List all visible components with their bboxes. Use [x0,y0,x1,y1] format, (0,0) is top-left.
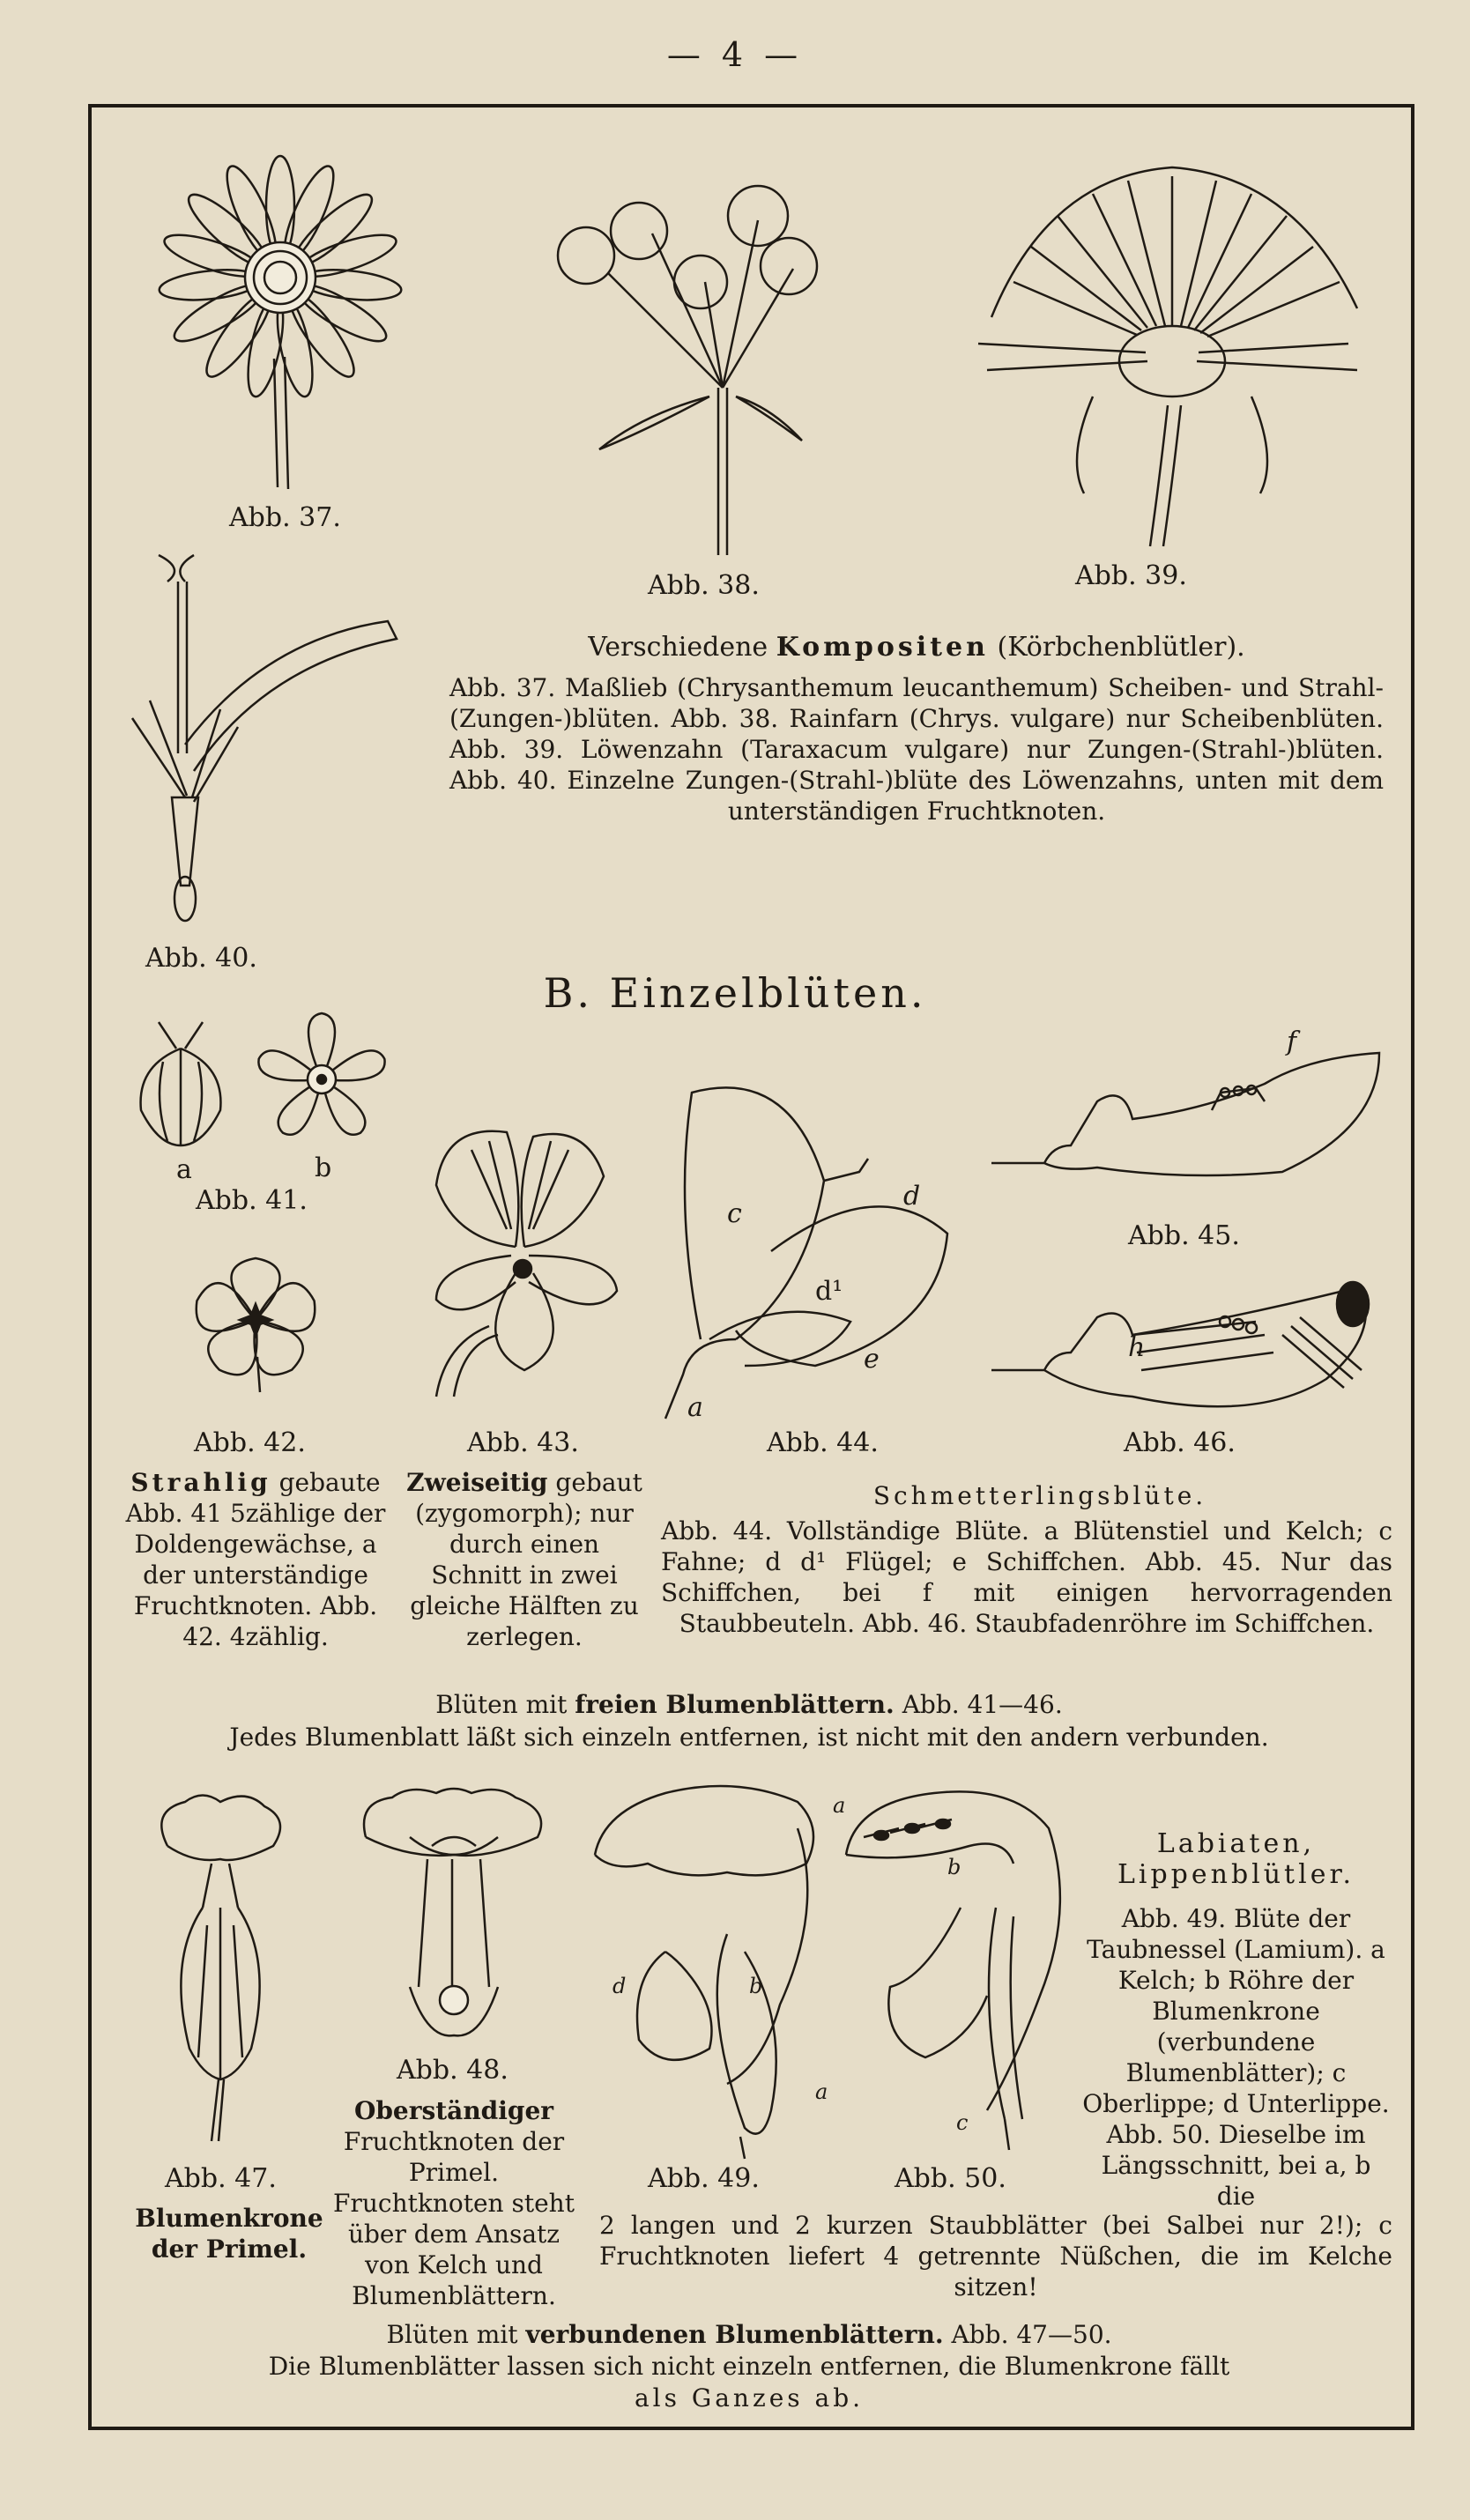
strahlig-caption: Strahlig gebaute Abb. 41 5zählige der Doldengewächse, a der unterständige Fruchtknoten. Abb. 42. 4zählig. [125,1468,386,1651]
marker-d: d [903,1181,921,1212]
marker-a: a [687,1392,703,1423]
figure-41-label-b: b [315,1153,332,1183]
figure-label-50: Abb. 50. [895,2163,1006,2194]
marker-d1: d¹ [815,1276,843,1307]
marker-49-b: b [749,1974,763,1998]
joined-petals-text-end: als Ganzes ab. [634,2383,865,2413]
joined-petals-title: Blüten mit verbundenen Blumenblättern. Abb. 47—50. [386,2320,1112,2349]
marker-49-d: d [612,1974,627,1998]
marker-49-a: a [815,2079,828,2104]
zweiseitig-caption: Zweiseitig gebaut (zygomorph); nur durch einen Schnitt in zwei gleiche Hälften zu zerlegen. [406,1468,642,1651]
figure-label-46: Abb. 46. [1124,1427,1236,1458]
umbellifer-flower-illustration [251,1009,392,1150]
pea-flower-illustration [657,1075,956,1419]
free-petals-text: Jedes Blumenblatt läßt sich einzeln entfernen, ist nicht mit den andern verbunden. [229,1723,1269,1752]
figure-label-47: Abb. 47. [165,2163,277,2194]
marker-f: f [1287,1027,1297,1057]
stamen-tube-illustration [991,1282,1379,1441]
dandelion-illustration [961,141,1384,555]
marker-c: c [727,1198,742,1229]
schmetterling-caption: Abb. 44. Vollständige Blüte. a Blütenstiel und Kelch; c Fahne; d d¹ Flügel; e Schiffchen. Abb. 45. Nur das Schiffchen, bei f mit einigen hervorragenden Staubbeuteln. Abb. 46. Staubfadenröhre im Schiffchen. [661,1516,1392,1638]
primrose-corolla-caption: Blumenkrone der Primel. [135,2204,323,2264]
page-number: — 4 — [666,35,804,74]
figure-label-49: Abb. 49. [648,2163,760,2194]
figure-label-41: Abb. 41. [196,1185,308,1216]
figure-label-43: Abb. 43. [467,1427,579,1458]
dead-nettle-flower-illustration [595,1775,842,2163]
figure-label-37: Abb. 37. [229,502,341,533]
free-petals-title: Blüten mit freien Blumenblättern. Abb. 41—46. [435,1690,1063,1719]
ray-floret-illustration [132,551,405,930]
labiaten-title: Labiaten, Lippenblütler. [1117,1828,1355,1890]
pansy-illustration [419,1115,630,1405]
primrose-corolla-illustration [150,1793,291,2146]
labiaten-caption: Abb. 49. Blüte der Taubnessel (Lamium). a Kelch; b Röhre der Blumenkrone (verbundene Blumenblätter); c Oberlippe; d Unterlippe. Abb. 50. Dieselbe im Längsschnitt, bei a, b die [1082,1904,1390,2211]
marker-50-a: a [833,1793,846,1818]
figure-label-44: Abb. 44. [767,1427,879,1458]
figure-label-42: Abb. 42. [194,1427,306,1458]
oberstaendig-caption: Oberständiger Fruchtknoten der Primel. Fruchtknoten steht über dem Ansatz von Kelch und Blumenblättern. [333,2096,575,2310]
four-petal-flower-illustration [185,1251,326,1392]
tansy-illustration [529,176,811,564]
kompositen-title: Verschiedene Kompositen (Körbchenblütler). [588,632,1245,663]
figure-label-40: Abb. 40. [145,943,257,974]
figure-label-48: Abb. 48. [397,2055,509,2086]
keel-illustration [991,1049,1379,1181]
labiaten-caption-cont: 2 langen und 2 kurzen Staubblätter (bei Salbei nur 2!); c Fruchtknoten liefert 4 getrennte Nüßchen, die im Kelche sitzen! [599,2211,1392,2301]
figure-label-38: Abb. 38. [648,570,760,601]
kompositen-caption: Abb. 37. Maßlieb (Chrysanthemum leucanthemum) Scheiben- und Strahl-(Zungen-)blüten. Abb. 38. Rainfarn (Chrys. vulgare) nur Scheibenblüten. Abb. 39. Löwenzahn (Taraxacum vulgare) nur Zungen-(Strahl-)blüten. Abb. 40. Einzelne Zungen-(Strahl-)blüte des Löwenzahns, unten mit dem unterständigen Fruchtknoten. [449,673,1384,826]
joined-petals-text: Die Blumenblätter lassen sich nicht einzeln entfernen, die Blumenkrone fällt [268,2352,1230,2381]
figure-41-label-a: a [176,1154,192,1185]
marker-50-c: c [956,2110,969,2135]
dead-nettle-section-illustration [837,1775,1080,2154]
schmetterling-title: Schmetterlingsblüte. [872,1481,1207,1510]
marker-50-b: b [947,1855,961,1879]
daisy-illustration [119,154,427,498]
marker-e: e [864,1344,880,1375]
primrose-section-illustration [357,1784,551,2049]
section-heading: B. Einzelblüten. [543,969,927,1017]
figure-label-39: Abb. 39. [1075,560,1187,591]
marker-h: h [1128,1332,1146,1363]
figure-label-45: Abb. 45. [1128,1220,1240,1251]
umbellifer-fruit-illustration [132,1013,229,1163]
